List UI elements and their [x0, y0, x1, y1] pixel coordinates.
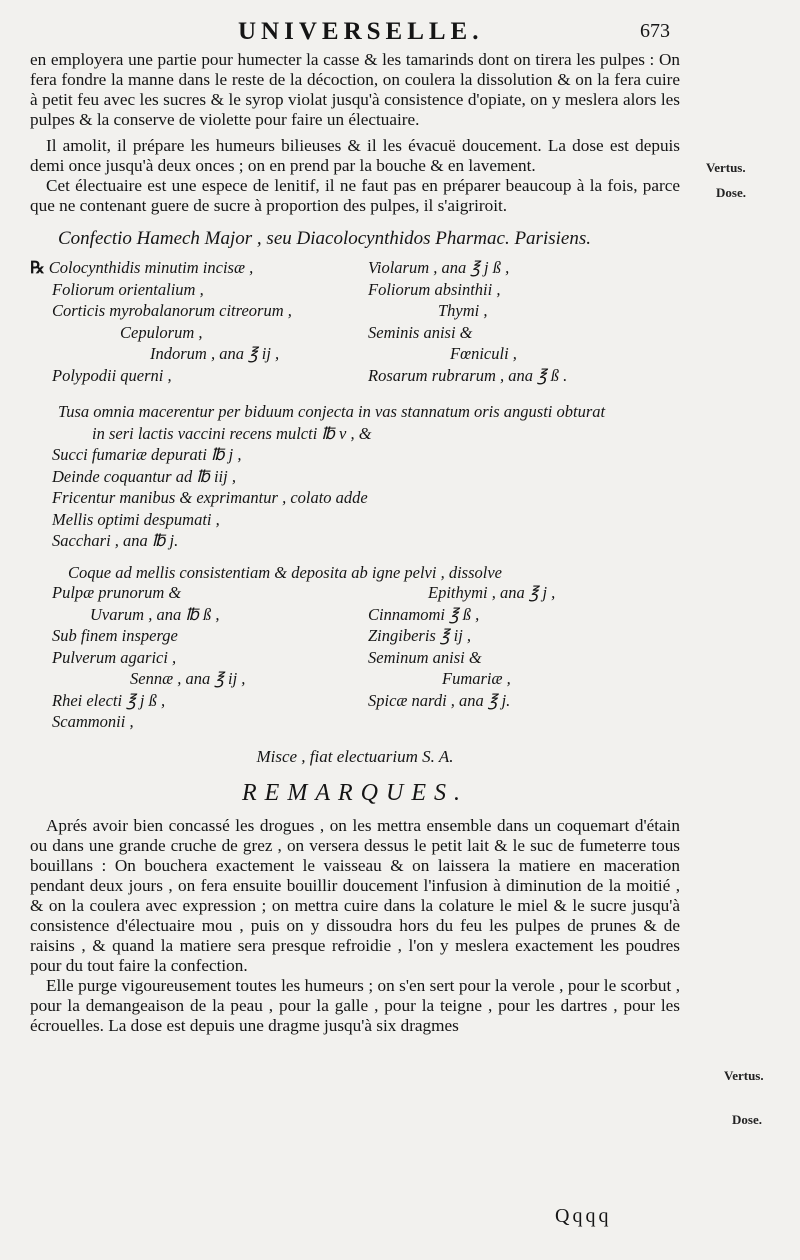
recipe-ingredient: Rosarum rubrarum , ana ℥ ß .: [368, 365, 568, 385]
recipe-ingredient: Foliorum absinthii ,: [368, 279, 501, 299]
recipe-row: [30, 648, 680, 670]
recipe-ingredient: Sub finem insperge: [52, 626, 178, 645]
recipe-symbol: ℞: [30, 258, 45, 277]
recipe-ingredient: Pulverum agarici ,: [52, 647, 177, 667]
recipe-ingredient: Thymi ,: [438, 301, 488, 320]
recipe-row: [30, 712, 680, 734]
recipe-ingredient: Scammonii ,: [52, 712, 134, 731]
paragraph: Il amolit, il prépare les humeurs bilieuses & il les évacuë doucement. La dose est depuis demi once jusqu'à deux onces ; on en prend par la bouche & en lavement.: [30, 136, 680, 175]
recipe-row: [30, 323, 680, 345]
recipe-ingredient: Fœniculi ,: [450, 344, 517, 363]
running-head: UNIVERSELLE.: [238, 18, 484, 45]
recipe-ingredient: Cinnamomi ℥ ß ,: [368, 604, 480, 624]
margin-note-dose: Dose.: [716, 185, 746, 200]
recipe-instruction: Succi fumariæ depurati ℔ j ,: [52, 445, 242, 464]
recipe-title: Confectio Hamech Major , seu Diacolocynthidos Pharmac. Parisiens.: [58, 228, 591, 249]
recipe-ingredient: Cepulorum ,: [120, 322, 203, 342]
recipe-ingredient: Uvarum , ana ℔ ß ,: [90, 604, 220, 624]
recipe-ingredient: Violarum , ana ℥ j ß ,: [368, 258, 510, 277]
recipe-ingredient: Sennæ , ana ℥ ij ,: [130, 669, 246, 688]
page-body: [30, 50, 680, 1036]
recipe-ingredient: Corticis myrobalanorum citreorum ,: [52, 301, 292, 320]
paragraph: Elle purge vigoureusement toutes les humeurs ; on s'en sert pour la verole , pour le scorbut , pour la demangeaison de la peau , pour la galle , pour la teigne , pour les dartres , pour les écrouelles. La dose est depuis une dragme jusqu'à six dragmes: [30, 975, 680, 1035]
recipe-ingredient: Polypodii querni ,: [52, 365, 172, 385]
recipe-instruction: Mellis optimi despumati ,: [52, 509, 220, 529]
recipe-closing: Misce , fiat electuarium S. A.: [256, 746, 454, 766]
recipe-instruction: Fricentur manibus & exprimantur , colato adde: [52, 488, 368, 507]
recipe-ingredient: Zingiberis ℥ ij ,: [368, 626, 472, 645]
page-header: [0, 18, 800, 52]
recipe-instruction: in seri lactis vaccini recens mulcti ℔ v , &: [92, 423, 372, 443]
recipe-ingredient: Fumariæ ,: [442, 669, 511, 688]
paragraph: en employera une partie pour humecter la casse & les tamarinds dont on tirera les pulpes : On fera fondre la manne dans le reste de la décoction, on coulera la dissolution & on la fera cuire à petit feu avec les sucres & le syrop violat jusqu'à consistence d'opiate, on y meslera alors les pulpes & la conserve de violette pour faire un électuaire.: [30, 50, 680, 129]
recipe-row: [30, 344, 680, 366]
signature-mark: Qqqq: [555, 1205, 612, 1227]
recipe-ingredient: Foliorum orientalium ,: [52, 279, 204, 299]
recipe-ingredient: Colocynthidis minutim incisæ ,: [48, 258, 254, 277]
recipe-ingredient: Indorum , ana ℥ ij ,: [150, 344, 280, 363]
recipe-instruction: Sacchari , ana ℔ j.: [52, 531, 179, 550]
recipe-row: [30, 258, 680, 280]
recipe-ingredient: Rhei electi ℥ j ß ,: [52, 690, 166, 710]
margin-note-vertus-2: Vertus.: [724, 1068, 764, 1083]
paragraph: Cet électuaire est une espece de lenitif, il ne faut pas en préparer beaucoup à la fois, parce que ne contenant guere de sucre à proportion des pulpes, il s'aigriroit.: [30, 176, 680, 215]
recipe-row: [30, 605, 680, 627]
margin-note-dose-2: Dose.: [732, 1112, 762, 1127]
recipe-instruction: Tusa omnia macerentur per biduum conjecta in vas stannatum oris angusti obturat: [58, 402, 606, 421]
recipe-row: [30, 280, 680, 302]
margin-note-vertus: Vertus.: [706, 160, 746, 175]
paragraph: Aprés avoir bien concassé les drogues , on les mettra ensemble dans un coquemart d'étain ou dans une grande cruche de grez , on versera dessus le petit lait & le suc de fumeterre tous bouillans : On bouchera exactement le vaisseau & on laissera la matiere en maceration pendant deux jours , on fera ensuite bouillir doucement l'infusion à diminution de la moitié , & on la coulera avec expression ; on mettra cuire dans la colature le miel & le sucre jusqu'à consistence d'électuaire mou , puis on y dissoudra hors du feu les pulpes de prunes & de raisins , & quand la matiere sera presque refroidie , l'on y meslera exactement les poudres pour du tout faire la confection.: [30, 815, 680, 975]
section-heading: REMARQUES.: [242, 779, 468, 806]
recipe-ingredient: Seminis anisi &: [368, 322, 473, 342]
recipe-row: [30, 366, 680, 388]
recipe-ingredient: Seminum anisi &: [368, 647, 482, 667]
page-number: 673: [640, 20, 670, 42]
recipe-ingredient: Pulpæ prunorum &: [52, 583, 182, 602]
recipe-row: [30, 583, 680, 605]
recipe-row: [30, 301, 680, 323]
recipe-row: [30, 626, 680, 648]
recipe-row: [30, 669, 680, 691]
recipe-ingredient: Epithymi , ana ℥ j ,: [428, 583, 556, 602]
recipe-row: [30, 691, 680, 713]
recipe-ingredient: Spicæ nardi , ana ℥ j.: [368, 690, 511, 710]
recipe-instruction: Deinde coquantur ad ℔ iij ,: [52, 466, 236, 486]
recipe-instruction: Coque ad mellis consistentiam & deposita ab igne pelvi , dissolve: [68, 562, 502, 582]
